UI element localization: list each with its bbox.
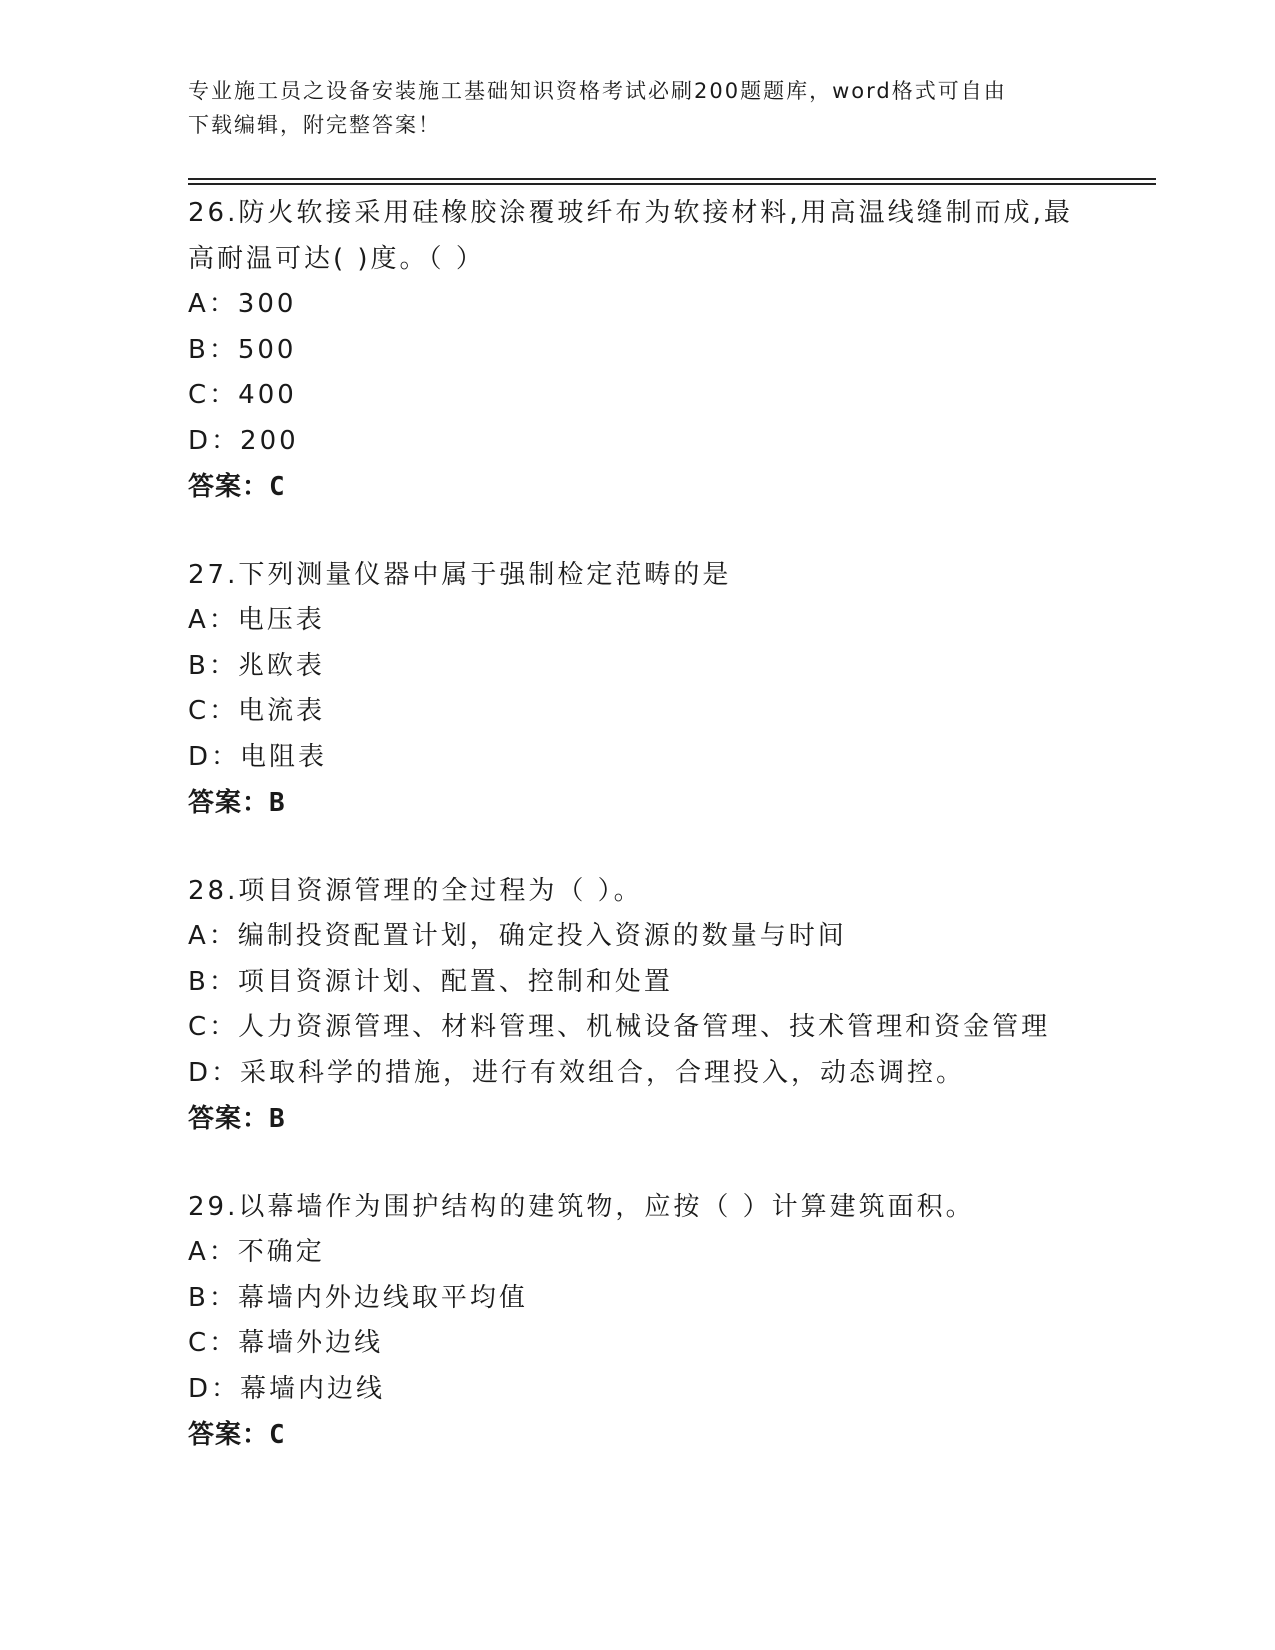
option-text: 不确定: [237, 1237, 325, 1267]
option-letter: D：: [188, 741, 241, 772]
option-text: 电流表: [238, 696, 326, 726]
question-29: [188, 1184, 1148, 1458]
option-b: [188, 1276, 1148, 1322]
header-divider-top: [188, 178, 1156, 180]
answer-label: 答案：: [188, 1104, 270, 1134]
question-text-line: 29.以幕墙作为围护结构的建筑物，应按（ ）计算建筑面积。: [188, 1192, 975, 1222]
option-letter: A：: [188, 1237, 238, 1267]
option-b: [188, 644, 1148, 690]
option-c: [188, 373, 1148, 419]
answer-value: C: [269, 472, 286, 502]
option-letter: C：: [188, 696, 239, 726]
option-a: [188, 282, 1148, 328]
option-text: 电压表: [237, 605, 325, 635]
option-b: [188, 960, 1148, 1006]
option-letter: A：: [188, 605, 238, 635]
document-header: [188, 74, 1088, 142]
answer-label: 答案：: [188, 1420, 270, 1450]
answer-value: C: [269, 1420, 286, 1450]
question-text: [188, 552, 1148, 598]
option-text: 500: [237, 334, 297, 365]
answer-line: [188, 464, 1148, 510]
answer-value: B: [269, 788, 286, 818]
option-d: [188, 1367, 1148, 1413]
question-text-line: 27.下列测量仪器中属于强制检定范畴的是: [188, 560, 732, 590]
question-26: [188, 190, 1148, 510]
option-letter: D：: [188, 1057, 241, 1088]
answer-line: [188, 780, 1148, 826]
header-title-line-1: 专业施工员之设备安装施工基础知识资格考试必刷200题题库，word格式可自由: [188, 79, 1007, 103]
option-a: [188, 1230, 1148, 1276]
option-c: [188, 689, 1148, 735]
option-letter: B：: [188, 650, 238, 681]
answer-label: 答案：: [188, 472, 270, 502]
option-text: 300: [237, 289, 297, 319]
option-text: 200: [240, 425, 299, 456]
option-d: [188, 419, 1148, 465]
option-a: [188, 598, 1148, 644]
question-text: [188, 190, 1148, 282]
option-text: 幕墙内外边线取平均值: [237, 1282, 528, 1313]
header-divider-bottom: [188, 183, 1156, 185]
question-27: [188, 552, 1148, 826]
option-text: 项目资源计划、配置、控制和处置: [237, 966, 673, 997]
header-title-line-2: 下载编辑，附完整答案！: [188, 113, 441, 137]
option-text: 电阻表: [240, 741, 328, 772]
question-list: [188, 190, 1148, 1500]
question-text-line: 高耐温可达( )度。（ ）: [188, 244, 485, 274]
option-letter: C：: [188, 1012, 239, 1042]
answer-line: [188, 1096, 1148, 1142]
question-28: [188, 868, 1148, 1142]
option-letter: A：: [188, 921, 238, 951]
option-letter: B：: [188, 334, 238, 365]
option-c: [188, 1321, 1148, 1367]
option-letter: C：: [188, 1328, 239, 1358]
option-text: 兆欧表: [237, 650, 325, 681]
question-text-line: 26.防火软接采用硅橡胶涂覆玻纤布为软接材料,用高温线缝制而成,最: [188, 198, 1073, 228]
answer-line: [188, 1412, 1148, 1458]
option-text: 采取科学的措施，进行有效组合，合理投入，动态调控。: [240, 1057, 966, 1088]
option-text: 幕墙内边线: [240, 1373, 386, 1404]
option-b: [188, 328, 1148, 374]
answer-label: 答案：: [188, 788, 270, 818]
option-c: [188, 1005, 1148, 1051]
option-text: 编制投资配置计划，确定投入资源的数量与时间: [237, 921, 847, 951]
option-d: [188, 735, 1148, 781]
option-text: 400: [238, 380, 297, 410]
option-text: 幕墙外边线: [238, 1328, 384, 1358]
answer-value: B: [269, 1104, 286, 1134]
question-text: [188, 868, 1148, 914]
option-letter: D：: [188, 1373, 241, 1404]
question-text: [188, 1184, 1148, 1230]
option-text: 人力资源管理、材料管理、机械设备管理、技术管理和资金管理: [238, 1012, 1051, 1042]
question-text-line: 28.项目资源管理的全过程为（ ）。: [188, 876, 643, 906]
option-d: [188, 1051, 1148, 1097]
option-letter: C：: [188, 380, 239, 410]
option-letter: A：: [188, 289, 238, 319]
option-letter: B：: [188, 966, 238, 997]
option-letter: D：: [188, 425, 241, 456]
option-a: [188, 914, 1148, 960]
option-letter: B：: [188, 1282, 238, 1313]
